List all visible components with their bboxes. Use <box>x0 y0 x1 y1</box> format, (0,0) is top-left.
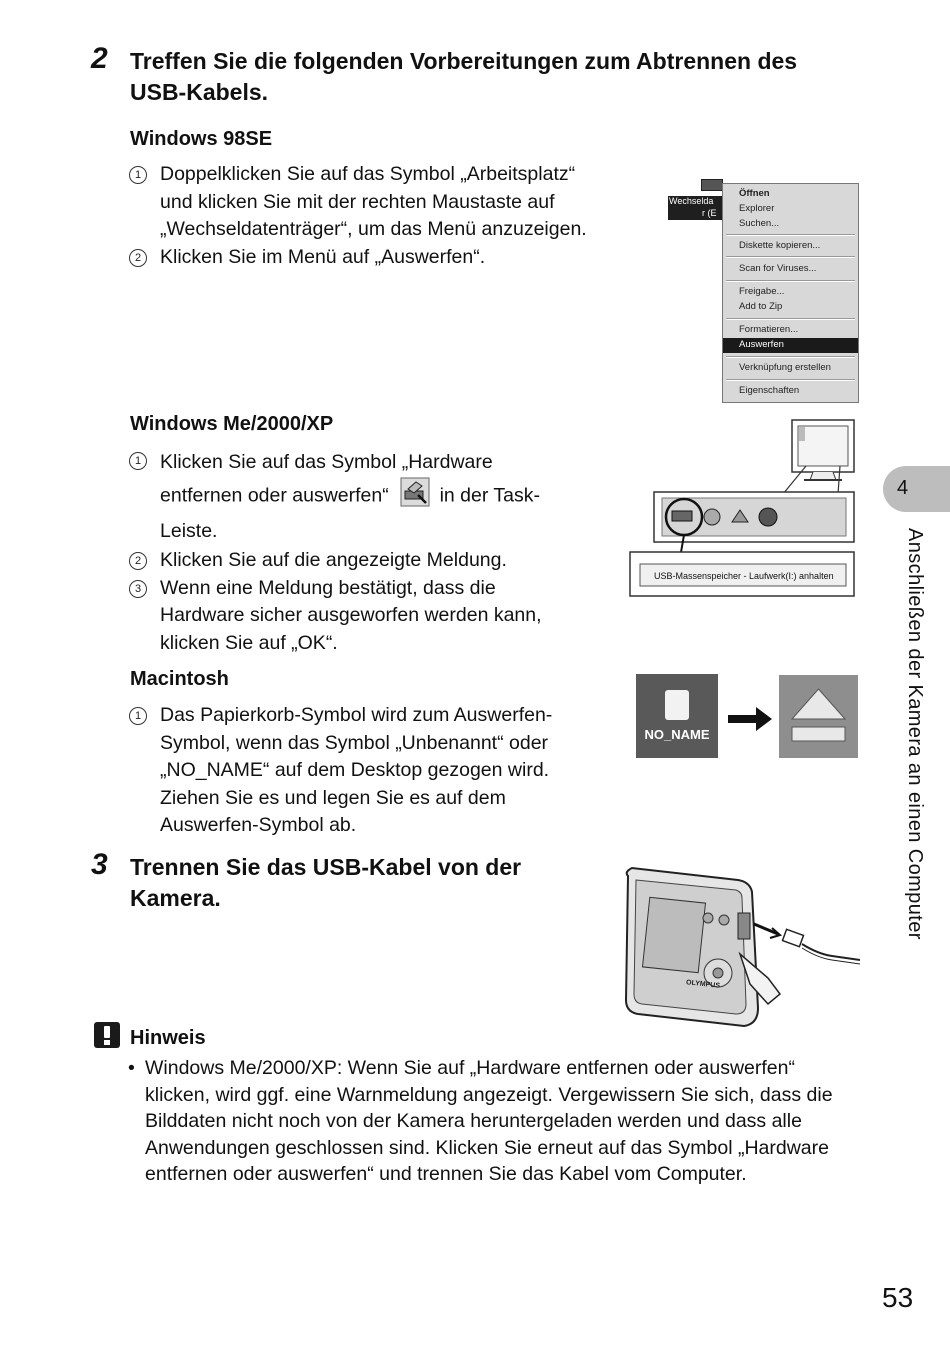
menu-item[interactable]: Öffnen <box>739 188 770 199</box>
text-line: Ziehen Sie es und legen Sie es auf dem <box>160 786 506 809</box>
menu-separator <box>726 256 855 258</box>
text-line: Klicken Sie auf das Symbol „Hardware <box>160 451 493 473</box>
text-line: Klicken Sie auf die angezeigte Meldung. <box>160 549 507 571</box>
mac-step-1 <box>134 702 620 840</box>
winme-heading: Windows Me/2000/XP <box>130 413 334 435</box>
text-line: Hardware sicher ausgeworfen werden kann, <box>160 604 542 626</box>
menu-item[interactable]: Explorer <box>739 203 775 214</box>
text-line: Wenn eine Meldung bestätigt, dass die <box>160 576 496 599</box>
context-menu <box>722 183 859 403</box>
text-line: „Wechseldatenträger“, um das Menü anzuzeigen. <box>160 218 587 240</box>
text-line: entfernen oder auswerfen“ und trennen Sie das Kabel vom Computer. <box>145 1163 747 1185</box>
text-line: Klicken Sie im Menü auf „Auswerfen“. <box>160 245 486 268</box>
text-fragment: entfernen oder auswerfen“ <box>160 484 389 507</box>
note-heading: Hinweis <box>130 1027 206 1049</box>
page-number: 53 <box>882 1282 914 1313</box>
eject-icon[interactable] <box>779 675 858 758</box>
winme-steps <box>134 447 630 657</box>
winme-step-1 <box>134 447 630 546</box>
step-marker: 1 <box>129 166 147 184</box>
section-tab <box>883 466 950 512</box>
mac-steps <box>134 702 620 840</box>
text-line <box>160 477 630 516</box>
arrow-right-icon <box>728 705 774 738</box>
menu-item[interactable]: Formatieren... <box>739 324 799 335</box>
drive-label-highlight <box>668 196 724 220</box>
menu-separator <box>726 379 855 381</box>
drive-label: r (E <box>702 208 717 218</box>
step-marker: 2 <box>129 249 147 267</box>
step-marker: 3 <box>129 580 147 598</box>
text-line: Windows Me/2000/XP: Wenn Sie auf „Hardware entfernen oder auswerfen“ <box>145 1057 795 1079</box>
drive-icon <box>665 690 689 720</box>
section-number: 4 <box>897 477 909 499</box>
text-line: Auswerfen-Symbol ab. <box>160 814 357 836</box>
menu-item-selected[interactable]: Auswerfen <box>739 339 784 350</box>
menu-item[interactable]: Eigenschaften <box>739 385 800 396</box>
step-marker: 1 <box>129 452 147 470</box>
menu-separator <box>726 318 855 320</box>
warning-icon-stroke <box>104 1026 110 1038</box>
step-3-title <box>130 852 521 914</box>
mac-heading: Macintosh <box>130 668 229 690</box>
text-line: Doppelklicken Sie auf das Symbol „Arbeitsplatz“ <box>160 163 576 185</box>
menu-item[interactable]: Diskette kopieren... <box>739 240 821 251</box>
warning-icon <box>94 1022 120 1048</box>
step-number-2: 2 <box>91 42 108 75</box>
win98-step-2 <box>134 244 630 272</box>
step-2-title-line: Treffen Sie die folgenden Vorbereitungen zum Abtrennen des <box>130 48 798 74</box>
step-3-title-line: Trennen Sie das USB-Kabel von der <box>130 854 522 880</box>
text-line: klicken Sie auf „OK“. <box>160 631 338 654</box>
win98-heading: Windows 98SE <box>130 128 273 150</box>
drive-icon <box>701 179 723 191</box>
text-line: klicken, wird ggf. eine Warnmeldung angezeigt. Vergewissern Sie sich, dass die <box>145 1083 833 1106</box>
step-2-title <box>130 46 797 108</box>
text-line: Bilddaten nicht noch von der Kamera heruntergeladen werden und dass alle <box>145 1110 802 1132</box>
step-3-title-line: Kamera. <box>130 885 221 911</box>
menu-item[interactable]: Suchen... <box>739 218 780 229</box>
step-marker: 1 <box>129 707 147 725</box>
text-fragment: in der Task- <box>439 484 541 507</box>
section-title-vertical: Anschließen der Kamera an einen Computer <box>904 528 926 940</box>
warning-icon-dot <box>104 1040 110 1045</box>
step-number-3: 3 <box>91 848 108 881</box>
step-2-title-line: USB-Kabels. <box>130 79 269 105</box>
taskbar-screenshot <box>628 418 858 600</box>
text-line: Leiste. <box>160 520 218 542</box>
note-bullet: • <box>128 1057 135 1079</box>
menu-separator <box>726 280 855 282</box>
camera-brand: OLYMPUS <box>685 979 721 990</box>
safely-remove-hardware-icon <box>400 477 430 516</box>
menu-item[interactable]: Verknüpfung erstellen <box>739 362 831 373</box>
win98-step-1 <box>134 161 630 244</box>
drive-label: Wechselda <box>669 196 714 206</box>
no-name-drive-icon[interactable] <box>636 674 718 758</box>
text-line: und klicken Sie mit der rechten Maustaste auf <box>160 190 555 213</box>
text-line: Das Papierkorb-Symbol wird zum Auswerfen- <box>160 704 553 726</box>
win98-steps <box>134 161 630 271</box>
balloon-message[interactable]: USB-Massenspeicher - Laufwerk(I:) anhalten <box>654 571 834 581</box>
drive-label: NO_NAME <box>644 727 710 742</box>
text-line: Anwendungen geschlossen sind. Klicken Sie erneut auf das Symbol „Hardware <box>145 1136 829 1159</box>
winme-step-2 <box>134 547 630 575</box>
menu-separator <box>726 234 855 236</box>
camera-usb-illustration <box>618 858 863 1030</box>
text-line: Symbol, wenn das Symbol „Unbenannt“ oder <box>160 731 549 754</box>
winme-step-3 <box>134 575 630 658</box>
menu-item[interactable]: Add to Zip <box>739 301 783 312</box>
text-line: „NO_NAME“ auf dem Desktop gezogen wird. <box>160 759 550 781</box>
menu-item[interactable]: Scan for Viruses... <box>739 263 817 274</box>
step-marker: 2 <box>129 552 147 570</box>
note-text <box>145 1055 875 1188</box>
menu-separator <box>726 356 855 358</box>
menu-item[interactable]: Freigabe... <box>739 286 785 297</box>
